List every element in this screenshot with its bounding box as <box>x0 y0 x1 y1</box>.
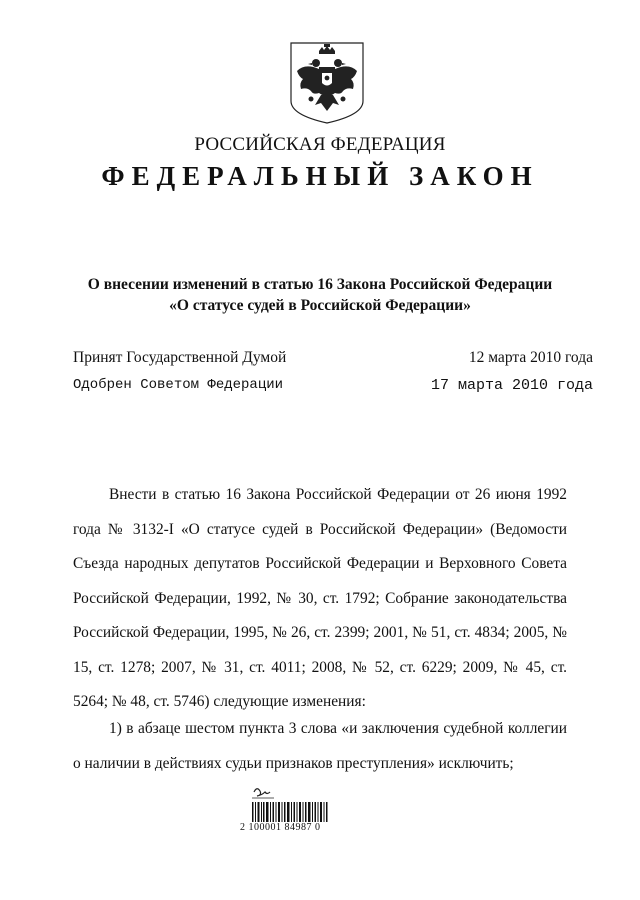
duma-label: Принят Государственной Думой <box>73 349 287 366</box>
council-date: 17 марта 2010 года <box>430 377 593 394</box>
document-type: ФЕДЕРАЛЬНЫЙ ЗАКОН <box>101 161 539 191</box>
council-label: Одобрен Советом Федерации <box>73 377 284 393</box>
handwritten-initials-icon <box>254 789 270 796</box>
law-title <box>0 274 640 316</box>
country-name: РОССИЙСКАЯ ФЕДЕРАЦИЯ <box>194 134 446 155</box>
barcode-number: 2 100001 84987 0 <box>240 822 321 833</box>
duma-date: 12 марта 2010 года <box>468 349 593 366</box>
law-title-line-2: «О статусе судей в Российской Федерации» <box>169 297 471 314</box>
amendment-item-1: 1) в абзаце шестом пункта 3 слова «и заключения судебной коллегии о наличии в действиях судьи признаков преступления» исключить; <box>73 720 567 772</box>
coat-of-arms-icon <box>289 41 365 125</box>
intro-paragraph: Внести в статью 16 Закона Российской Федерации от 26 июня 1992 года № 3132-I «О статусе судей в Российской Федерации» (Ведомости Съезда народных депутатов Российской Федерации и Верховного Совета Российской Федерации, 1992, № 30, ст. 1792; Собрание законодательства Российской Федерации, 1995, № 26, ст. 2399; 2001, № 51, ст. 4834; 2005, № 15, ст. 1278; 2007, № 31, ст. 4011; 2008, № 52, ст. 6229; 2009, № 45, ст. 5264; № 48, ст. 5746) следующие изменения: <box>73 486 567 710</box>
law-title-line-1: О внесении изменений в статью 16 Закона Российской Федерации <box>87 276 553 293</box>
barcode-icon <box>240 784 360 844</box>
